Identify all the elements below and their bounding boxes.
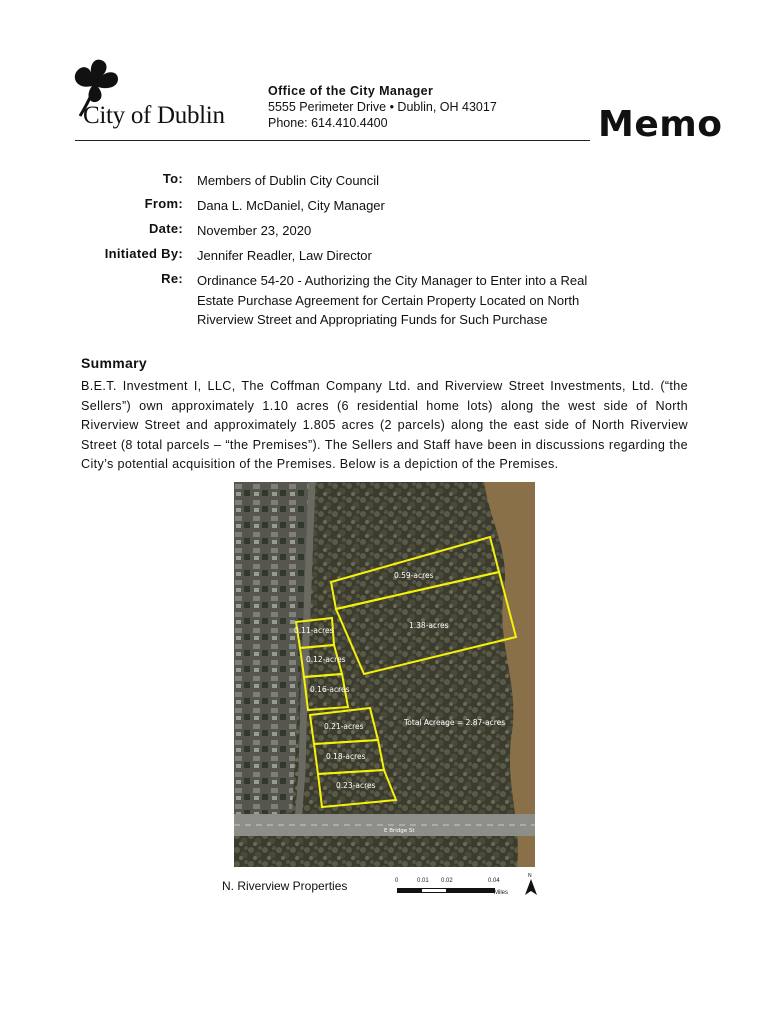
scale-bar: [395, 876, 515, 900]
parcel-label-1: 0.59-acres: [394, 571, 434, 580]
from-value: Dana L. McDaniel, City Manager: [197, 198, 385, 213]
parcel-label-8: 0.23-acres: [336, 781, 376, 790]
scale-tick-1: 0.01: [417, 878, 429, 884]
scale-tick-3: 0.04: [488, 878, 500, 884]
aerial-map: [234, 482, 535, 867]
north-arrow: [524, 873, 538, 895]
parcel-label-6: 0.21-acres: [324, 722, 364, 731]
scale-tick-2: 0.02: [441, 878, 453, 884]
office-phone: Phone: 614.410.4400: [268, 116, 388, 130]
scale-graphic: [397, 888, 495, 893]
north-label: N: [528, 873, 532, 879]
parcel-label-2: 1.38-acres: [409, 621, 449, 630]
parcel-label-4: 0.12-acres: [306, 655, 346, 664]
total-acreage: Total Acreage = 2.87-acres: [404, 718, 506, 727]
map-caption: N. Riverview Properties: [222, 879, 348, 893]
north-arrow-icon: [524, 879, 538, 895]
to-value: Members of Dublin City Council: [197, 173, 380, 188]
initiated-label: Initiated By:: [104, 246, 183, 261]
memo-title: Memo: [598, 104, 723, 145]
summary-body: B.E.T. Investment I, LLC, The Coffman Company Ltd. and Riverview Street Investments, Ltd. (“the Sellers”) own approximately 1.10 acres (6 residential home lots) along the west side of North Riverview Street and approximately 1.805 acres (2 parcels) along the east side of North Riverview Street (8 total parcels – “the Premises”). The Sellers and Staff have been in discussions regarding the City’s potential acquisition of the Premises. Below is a depiction of the Premises.: [81, 379, 688, 471]
scale-tick-0: 0: [395, 878, 399, 884]
street-label: E Bridge St: [384, 828, 415, 834]
scale-unit: Miles: [494, 890, 509, 896]
date-value: November 23, 2020: [197, 223, 312, 238]
parcel-label-3: 0.11-acres: [294, 626, 334, 635]
date-label: Date:: [148, 221, 183, 236]
office-info: [268, 83, 497, 131]
re-value: Ordinance 54-20 - Authorizing the City Manager to Enter into a Real Estate Purchase Agreement for Certain Property Located on North Riverview Street and Appropriating Funds for Such Purchase: [197, 273, 588, 327]
header-rule: [75, 140, 590, 141]
parcel-label-7: 0.18-acres: [326, 752, 366, 761]
from-label: From:: [144, 196, 183, 211]
parcel-label-5: 0.16-acres: [310, 685, 350, 694]
logo-text: City of Dublin: [83, 102, 225, 129]
summary-heading: Summary: [81, 355, 147, 371]
re-label: Re:: [161, 271, 183, 286]
office-address: 5555 Perimeter Drive • Dublin, OH 43017: [268, 100, 497, 114]
to-label: To:: [162, 171, 183, 186]
office-name: Office of the City Manager: [268, 84, 434, 98]
map-svg: [234, 482, 535, 867]
initiated-value: Jennifer Readler, Law Director: [197, 248, 372, 263]
city-logo: [70, 56, 245, 134]
